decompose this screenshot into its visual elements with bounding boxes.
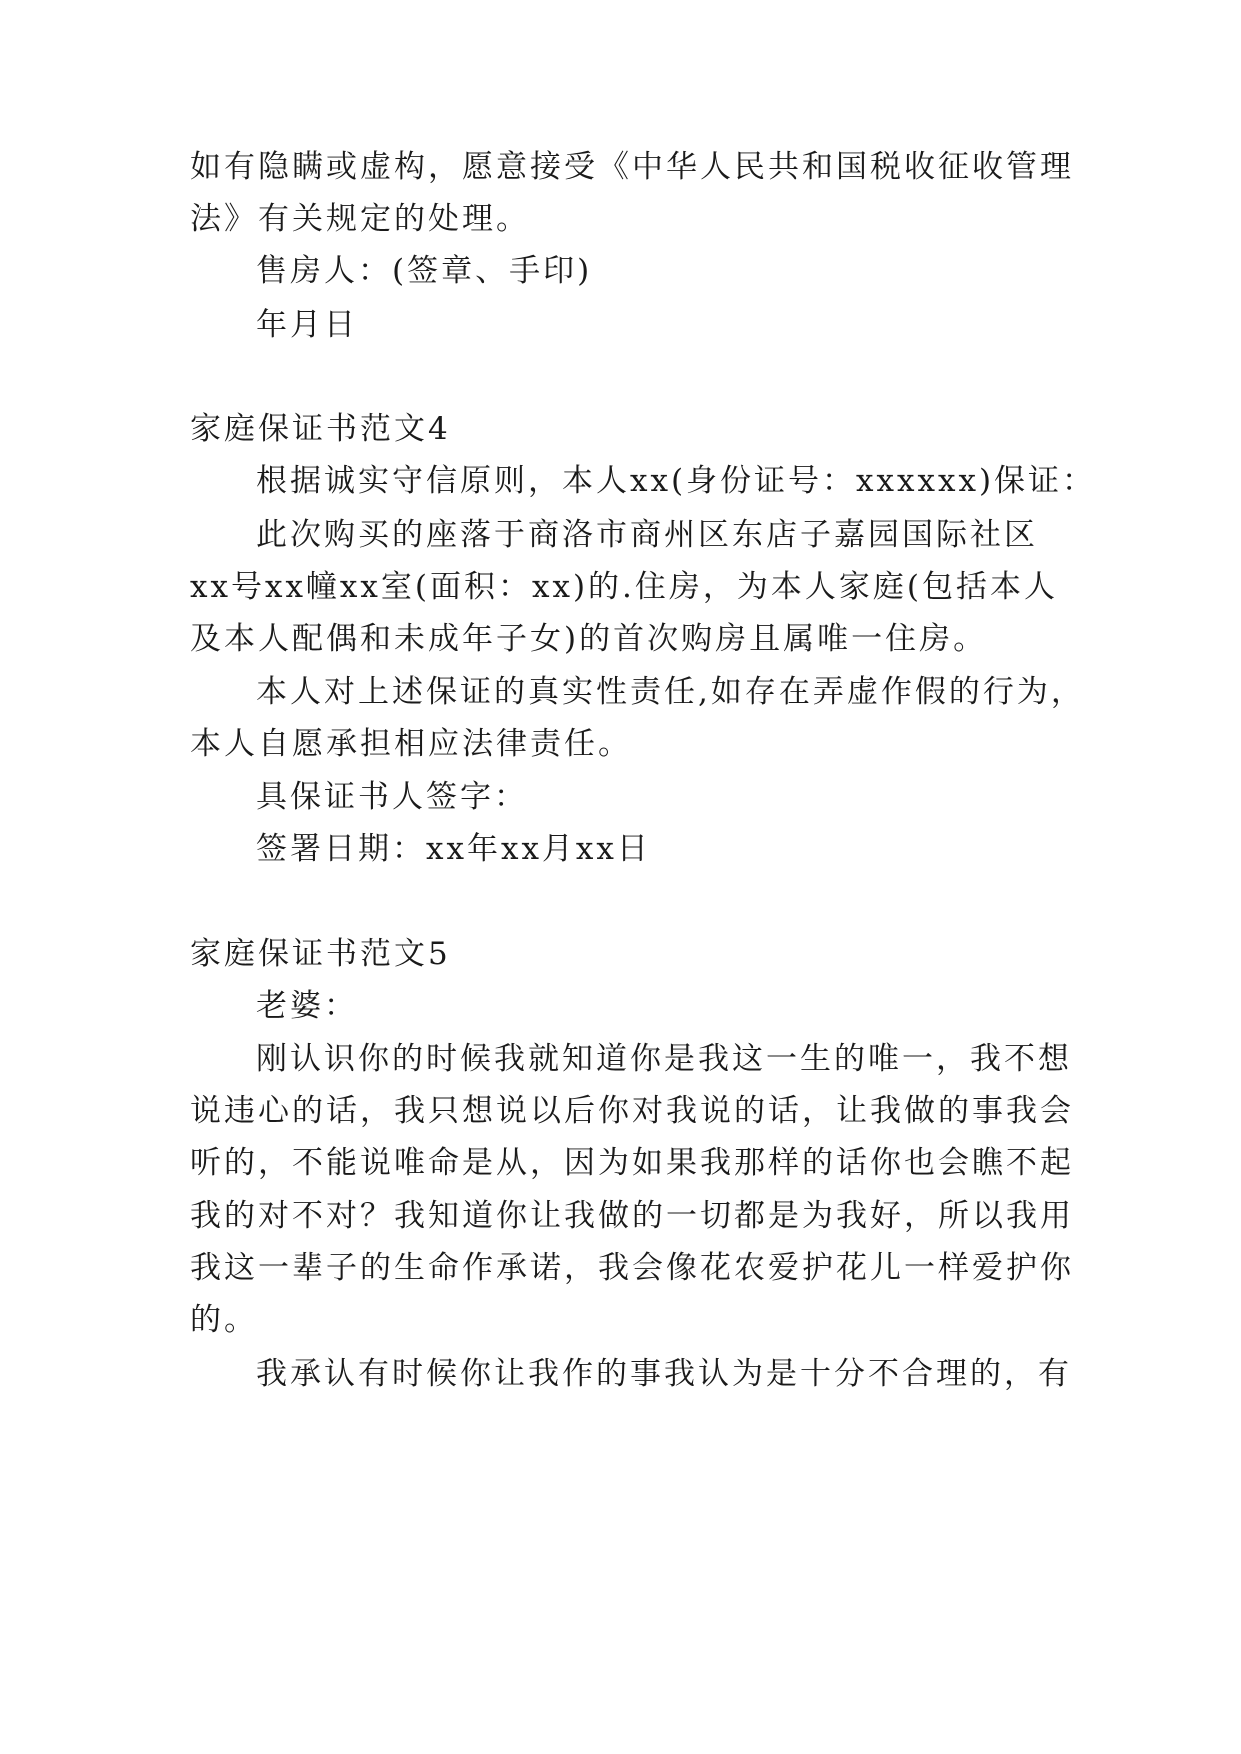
section-heading: 家庭保证书范文4	[190, 411, 451, 447]
seller-signature-line: 售房人：(签章、手印)	[256, 253, 593, 289]
paragraph-line: xx号xx幢xx室(面积：xx)的.住房，为本人家庭(包括本人	[190, 569, 1058, 605]
paragraph-line: 法》有关规定的处理。	[190, 201, 530, 237]
paragraph-line: 我的对不对？我知道你让我做的一切都是为我好，所以我用	[190, 1198, 1074, 1234]
paragraph-line: 听的，不能说唯命是从，因为如果我那样的话你也会瞧不起	[190, 1145, 1074, 1181]
salutation: 老婆：	[256, 988, 358, 1024]
paragraph-line: 根据诚实守信原则，本人xx(身份证号：xxxxxx)保证：	[256, 463, 1097, 499]
paragraph-line: 此次购买的座落于商洛市商州区东店子嘉园国际社区	[256, 517, 1038, 553]
section-heading: 家庭保证书范文5	[190, 936, 451, 972]
paragraph-line: 及本人配偶和未成年子女)的首次购房且属唯一住房。	[190, 621, 988, 657]
paragraph-line: 本人对上述保证的真实性责任,如存在弄虚作假的行为，	[256, 674, 1085, 710]
date-line: 年月日	[256, 307, 358, 343]
paragraph-line: 本人自愿承担相应法律责任。	[190, 726, 632, 762]
paragraph-line: 我承认有时候你让我作的事我认为是十分不合理的，有	[256, 1356, 1072, 1392]
paragraph-line: 的。	[190, 1302, 258, 1338]
paragraph-line: 刚认识你的时候我就知道你是我这一生的唯一，我不想	[256, 1041, 1072, 1077]
paragraph-line: 我这一辈子的生命作承诺，我会像花农爱护花儿一样爱护你	[190, 1250, 1074, 1286]
signing-date-line: 签署日期：xx年xx月xx日	[256, 831, 651, 867]
signatory-line: 具保证书人签字：	[256, 779, 528, 815]
paragraph-line: 说违心的话，我只想说以后你对我说的话，让我做的事我会	[190, 1093, 1074, 1129]
paragraph-line: 如有隐瞒或虚构，愿意接受《中华人民共和国税收征收管理	[190, 149, 1074, 185]
